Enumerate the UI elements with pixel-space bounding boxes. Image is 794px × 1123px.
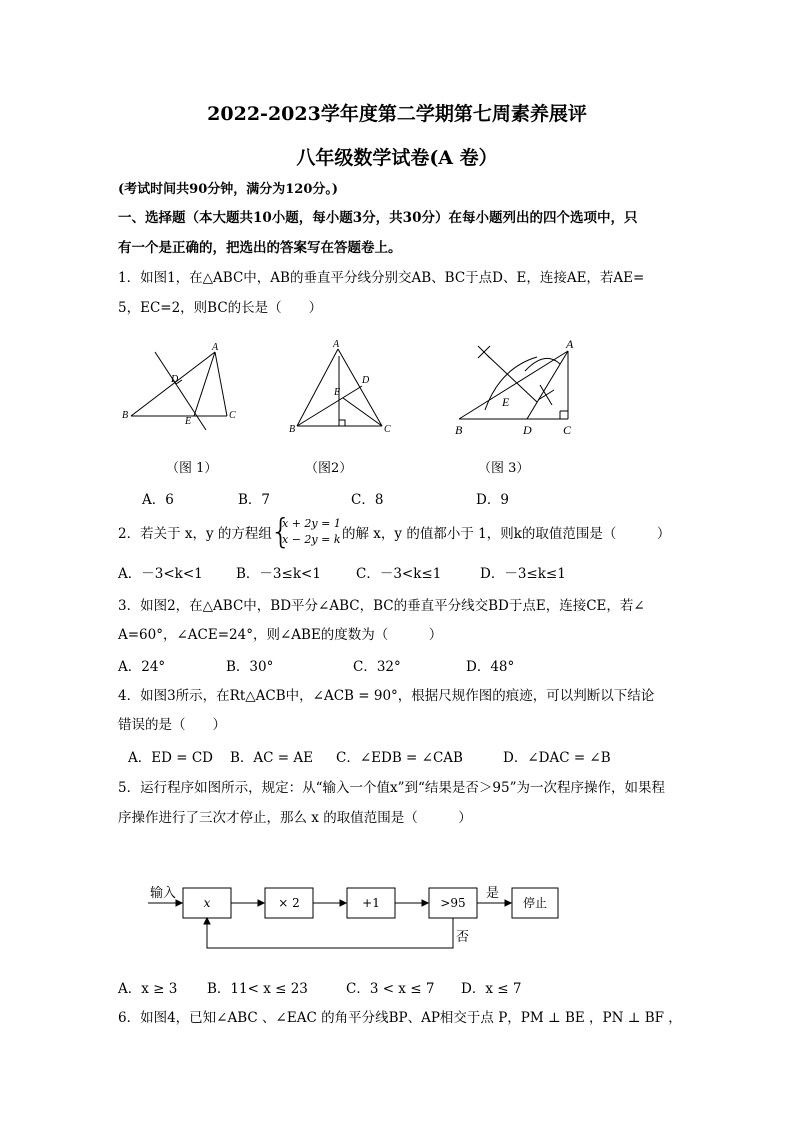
svg-text:C: C (384, 424, 391, 435)
svg-text:E: E (185, 416, 192, 427)
q4-text-line1: 4．如图3所示，在Rt△ACB中，∠ACB = 90°，根据尺规作图的痕迹，可以判断以下结论 (118, 688, 655, 704)
q3-text-line1: 3．如图2，在△ABC中，BD平分∠ABC，BC的垂直平分线交BD于点E，连接CE，若∠ (118, 598, 645, 614)
q5-text-line1: 5．运行程序如图所示，规定：从“输入一个值x”到“结果是否＞95”为一次程序操作，如果程 (118, 780, 665, 796)
q2-text-prefix: 2．若关于 x，y 的方程组 (118, 526, 272, 542)
figure-3-caption: （图 3） (478, 461, 530, 476)
exam-note: (考试时间共90分钟，满分为120分。) (118, 182, 339, 197)
svg-text:B: B (455, 423, 463, 437)
q1-text-line2: 5，EC=2，则BC的长是（ ） (118, 300, 323, 316)
q5-option-c[interactable]: C．3 < x ≤ 7 (346, 981, 435, 997)
q4-option-a[interactable]: A．ED = CD (128, 750, 213, 766)
flowchart-box-add-one: +1 (362, 896, 380, 910)
svg-text:C: C (563, 423, 572, 437)
q5-option-d[interactable]: D．x ≤ 7 (461, 981, 522, 997)
section-instructions-line1: 一、选择题（本大题共10小题，每小题3分，共30分）在每小题列出的四个选项中，只 (118, 210, 638, 226)
svg-text:D: D (523, 423, 532, 437)
flowchart-box-double: × 2 (278, 896, 300, 910)
exam-title: 2022-2023学年度第二学期第七周素养展评 (207, 103, 587, 125)
flowchart-yes-label: 是 (486, 886, 500, 901)
exam-subtitle: 八年级数学试卷(A 卷） (296, 147, 498, 169)
flowchart-no-label: 否 (456, 930, 470, 945)
svg-text:D: D (362, 375, 370, 386)
svg-text:D: D (171, 374, 179, 385)
q5-option-b[interactable]: B．11< x ≤ 23 (207, 981, 308, 997)
q1-option-c[interactable]: C．8 (351, 492, 384, 508)
q4-text-line2: 错误的是（ ） (118, 717, 226, 733)
svg-text:E: E (334, 387, 341, 398)
q5-text-line2: 序操作进行了三次才停止，那么 x 的取值范围是（ ） (118, 810, 472, 826)
q4-option-d[interactable]: D．∠DAC = ∠B (503, 750, 611, 766)
svg-text:C: C (229, 410, 236, 421)
svg-text:B: B (122, 410, 129, 421)
q1-option-b[interactable]: B．7 (238, 492, 271, 508)
q3-option-a[interactable]: A．24° (118, 659, 166, 675)
q6-text-line1: 6．如图4，已知∠ABC 、∠EAC 的角平分线BP、AP相交于点 P，PM ⊥ BE ，PN ⊥ BF ， (118, 1010, 682, 1026)
svg-text:A: A (333, 339, 340, 350)
flowchart-box-input: x (203, 896, 211, 910)
q2-equation-2: x − 2y = k (282, 533, 341, 546)
q2-option-d[interactable]: D．－3≤k≤1 (480, 566, 566, 582)
q1-option-a[interactable]: A．6 (142, 492, 174, 508)
q2-option-a[interactable]: A．－3<k<1 (118, 566, 203, 582)
q3-text-line2: A=60°，∠ACE=24°，则∠ABE的度数为（ ） (118, 627, 443, 643)
q2-option-c[interactable]: C．－3<k≤1 (356, 566, 442, 582)
q3-option-b[interactable]: B．30° (226, 659, 274, 675)
q1-option-d[interactable]: D．9 (476, 492, 509, 508)
system-brace-icon: { (270, 512, 292, 552)
section-instructions-line2: 有一个是正确的，把选出的答案写在答题卷上。 (118, 240, 402, 256)
q2-text-suffix: 的解 x，y 的值都小于 1，则k的取值范围是（ ） (342, 526, 671, 542)
flowchart-input-label: 输入 (150, 886, 177, 901)
q4-option-b[interactable]: B．AC = AE (230, 750, 313, 766)
q5-option-a[interactable]: A．x ≥ 3 (118, 981, 178, 997)
q4-option-c[interactable]: C．∠EDB = ∠CAB (336, 750, 463, 766)
flowchart-box-stop: 停止 (522, 896, 547, 910)
figure-2-caption: （图2） (305, 461, 353, 476)
q3-option-d[interactable]: D．48° (466, 659, 515, 675)
svg-text:A: A (212, 342, 219, 353)
svg-text:E: E (502, 395, 510, 409)
q2-option-b[interactable]: B．－3≤k<1 (236, 566, 321, 582)
svg-text:B: B (289, 424, 296, 435)
q2-equation-1: x + 2y = 1 (282, 517, 341, 530)
q3-option-c[interactable]: C．32° (353, 659, 401, 675)
flowchart-box-compare: >95 (440, 896, 466, 910)
svg-text:A: A (566, 337, 574, 351)
figure-1-caption: （图 1） (166, 461, 218, 476)
q1-text-line1: 1．如图1，在△ABC中，AB的垂直平分线分别交AB、BC于点D、E，连接AE，若AE= (118, 270, 645, 286)
